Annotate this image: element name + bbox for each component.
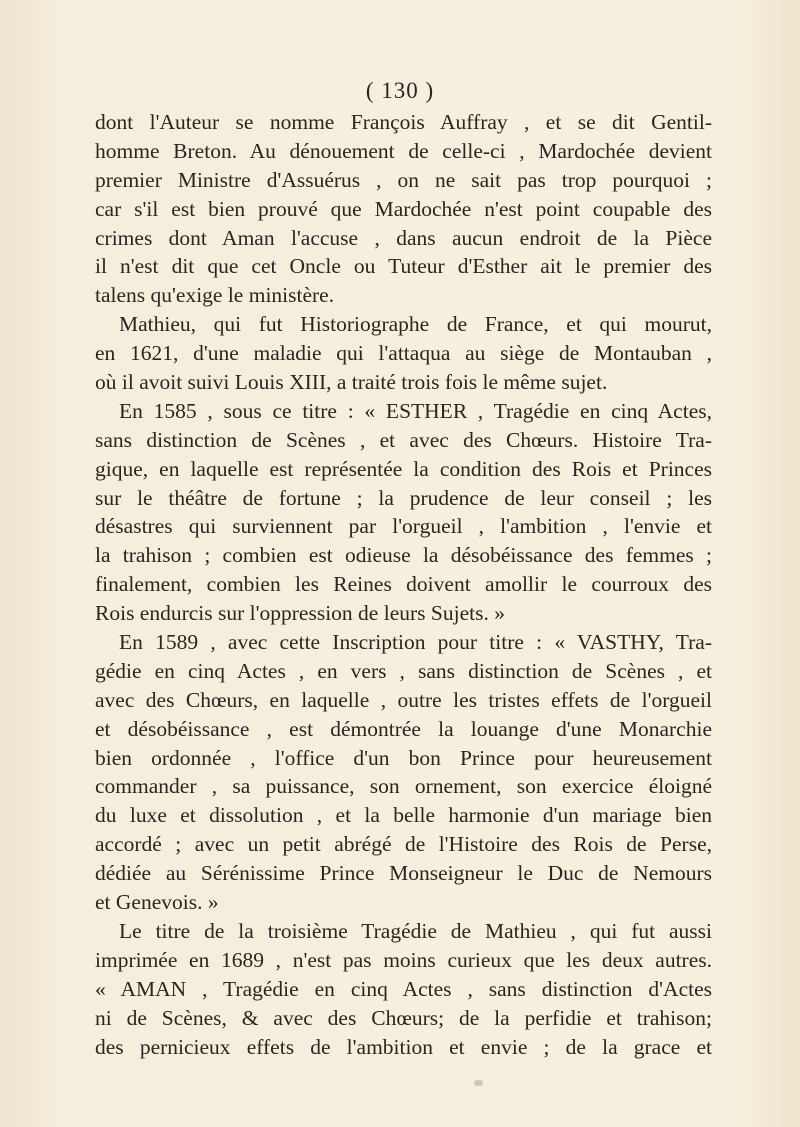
paragraph [95, 917, 712, 1061]
text-line: dont l'Auteur se nomme François Auffray , et se dit Gentil- [95, 110, 712, 134]
text-line: il n'est dit que cet Oncle ou Tuteur d'Esther ait le premier des [95, 254, 712, 279]
text-line: du luxe et dissolution , et la belle harmonie d'un mariage bien [95, 803, 712, 828]
page-number: ( 130 ) [365, 78, 435, 103]
text-line: « AMAN , Tragédie en cinq Actes , sans distinction d'Actes [95, 976, 712, 1001]
text-line: finalement, combien les Reines doivent amollir le courroux des [95, 572, 712, 597]
text-line: En 1585 , sous ce titre : « ESTHER , Tragédie en cinq Actes, [119, 398, 712, 423]
body-text [95, 108, 712, 1061]
text-line: ni de Scènes, & avec des Chœurs; de la perfidie et trahison; [95, 1005, 712, 1030]
text-line: et désobéissance , est démontrée la louange d'une Monarchie [95, 716, 712, 741]
paragraph [95, 628, 712, 917]
text-line: la trahison ; combien est odieuse la désobéissance des femmes ; [95, 543, 712, 568]
paragraph [95, 108, 712, 310]
text-line: talens qu'exige le ministère. [95, 283, 335, 308]
text-line: où il avoit suivi Louis XIII, a traité trois fois le même sujet. [95, 370, 608, 395]
text-line: crimes dont Aman l'accuse , dans aucun endroit de la Pièce [95, 225, 712, 250]
text-line: premier Ministre d'Assuérus , on ne sait pas trop pourquoi ; [95, 167, 712, 192]
paragraph [95, 310, 712, 397]
text-line: des pernicieux effets de l'ambition et envie ; de la grace et [95, 1034, 712, 1059]
text-line: sans distinction de Scènes , et avec des Chœurs. Histoire Tra- [95, 427, 712, 452]
text-line: car s'il est bien prouvé que Mardochée n'est point coupable des [95, 196, 712, 221]
text-line: Mathieu, qui fut Historiographe de France, et qui mourut, [119, 312, 712, 337]
text-line: dédiée au Sérénissime Prince Monseigneur le Duc de Nemours [95, 861, 712, 886]
text-line: Rois endurcis sur l'oppression de leurs Sujets. » [95, 601, 505, 626]
text-line: commander , sa puissance, son ornement, son exercice éloigné [95, 774, 712, 799]
text-line: gédie en cinq Actes , en vers , sans distinction de Scènes , et [95, 658, 712, 683]
paragraph [95, 397, 712, 628]
text-line: avec des Chœurs, en laquelle , outre les tristes effets de l'orgueil [95, 687, 712, 712]
text-line: bien ordonnée , l'office d'un bon Prince pour heureusement [95, 745, 712, 770]
text-line: désastres qui surviennent par l'orgueil , l'ambition , l'envie et [95, 514, 712, 539]
text-line: imprimée en 1689 , n'est pas moins curieux que les deux autres. [95, 947, 712, 972]
text-line: accordé ; avec un petit abrégé de l'Histoire des Rois de Perse, [95, 832, 712, 857]
text-line: Le titre de la troisième Tragédie de Mathieu , qui fut aussi [119, 918, 712, 943]
ink-mark [474, 1080, 483, 1086]
text-line: en 1621, d'une maladie qui l'attaqua au siège de Montauban , [95, 341, 712, 366]
text-line: gique, en laquelle est représentée la condition des Rois et Princes [95, 456, 712, 481]
text-line: homme Breton. Au dénouement de celle-ci , Mardochée devient [95, 138, 712, 163]
text-line: et Genevois. » [95, 890, 219, 915]
text-line: En 1589 , avec cette Inscription pour titre : « VASTHY, Tra- [119, 630, 712, 655]
text-line: sur le théâtre de fortune ; la prudence de leur conseil ; les [95, 485, 712, 510]
